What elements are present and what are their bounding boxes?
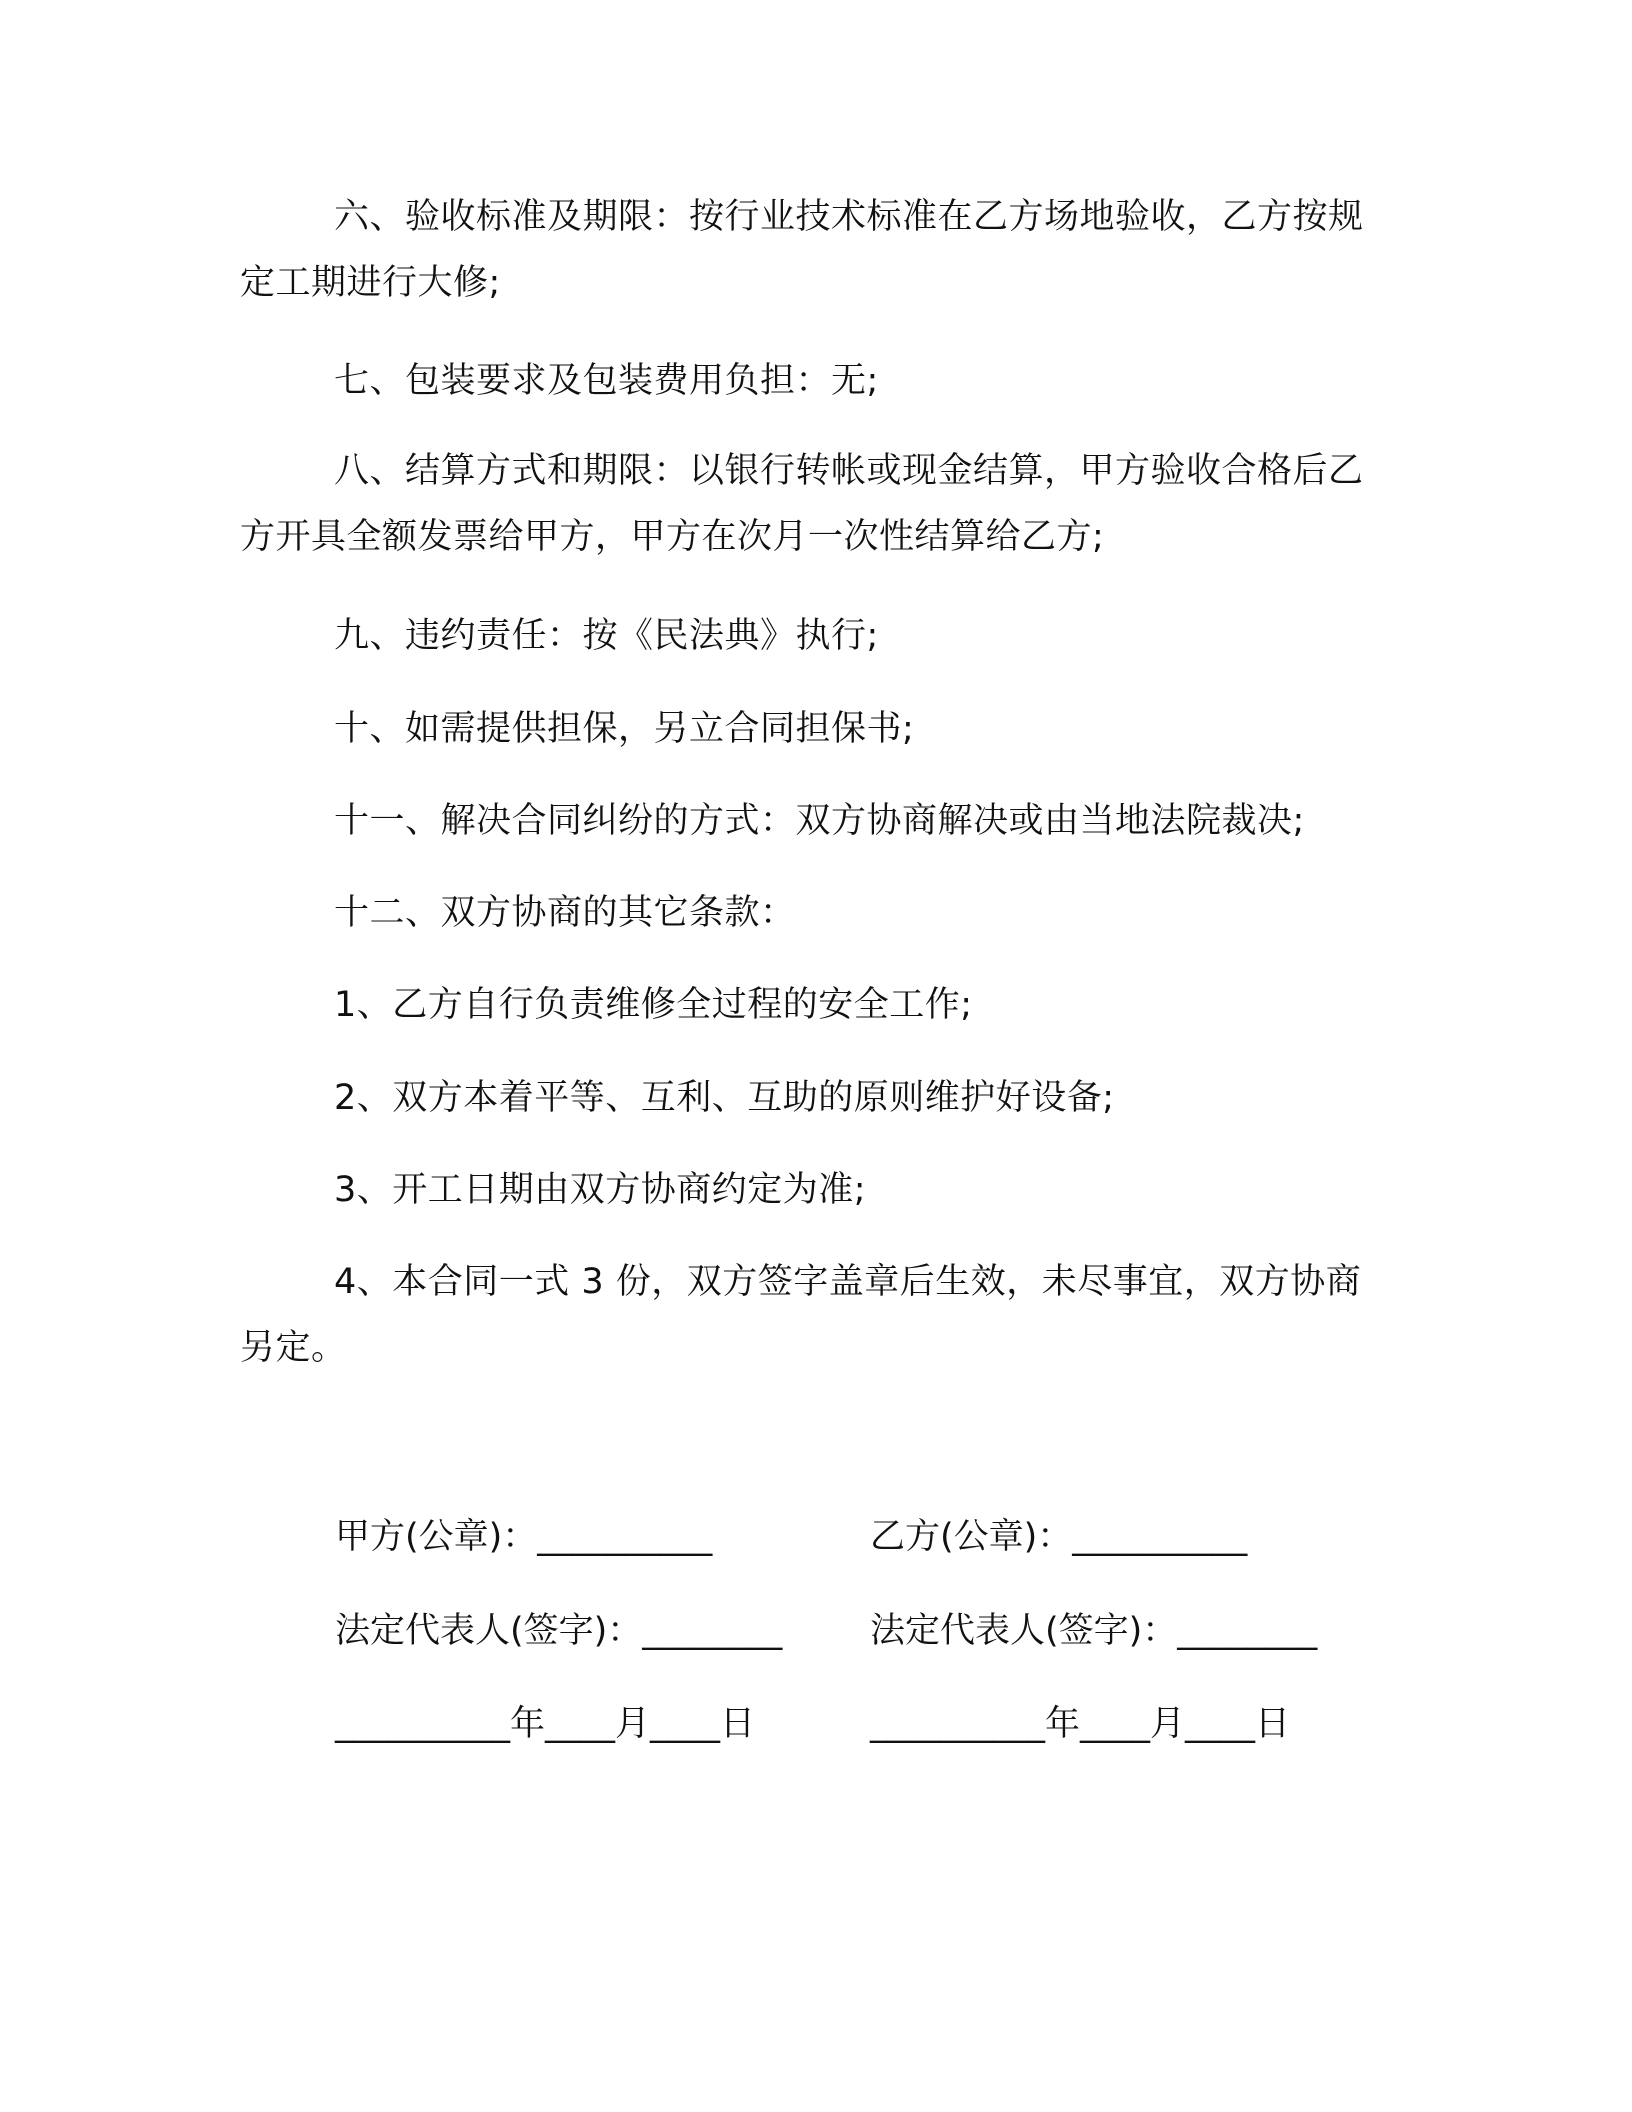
clause-9: 九、违约责任：按《民法典》执行; <box>334 616 879 656</box>
party-b-date: __________年____月____日 <box>870 1704 1291 1744</box>
signature-date-row <box>335 1694 1395 1754</box>
party-b-representative: 法定代表人(签字)：________ <box>870 1611 1318 1651</box>
clause-12: 十二、双方协商的其它条款： <box>334 893 796 933</box>
party-a-seal: 甲方(公章)：__________ <box>335 1517 713 1557</box>
clause-8: 八、结算方式和期限：以银行转帐或现金结算，甲方验收合格后乙方开具全额发票给甲方，甲方在次月一次性结算给乙方; <box>240 451 1364 557</box>
party-a-date: __________年____月____日 <box>335 1704 756 1744</box>
clause-12-item-2: 2、双方本着平等、互利、互助的原则维护好设备; <box>334 1078 1115 1118</box>
signature-seal-row <box>335 1507 1395 1567</box>
clause-12-item-4: 4、本合同一式 3 份，双方签字盖章后生效，未尽事宜，双方协商另定。 <box>240 1262 1362 1368</box>
party-a-representative: 法定代表人(签字)：________ <box>335 1611 783 1651</box>
clause-6: 六、验收标准及期限：按行业技术标准在乙方场地验收，乙方按规定工期进行大修; <box>240 197 1364 303</box>
signature-rep-row <box>335 1601 1395 1661</box>
clause-10: 十、如需提供担保，另立合同担保书; <box>334 709 915 749</box>
party-b-seal: 乙方(公章)：__________ <box>870 1517 1248 1557</box>
clause-7: 七、包装要求及包装费用负担：无; <box>334 361 879 401</box>
clause-12-item-1: 1、乙方自行负责维修全过程的安全工作; <box>334 985 973 1025</box>
clause-11: 十一、解决合同纠纷的方式：双方协商解决或由当地法院裁决; <box>334 801 1305 841</box>
clause-12-item-3: 3、开工日期由双方协商约定为准; <box>334 1170 867 1210</box>
